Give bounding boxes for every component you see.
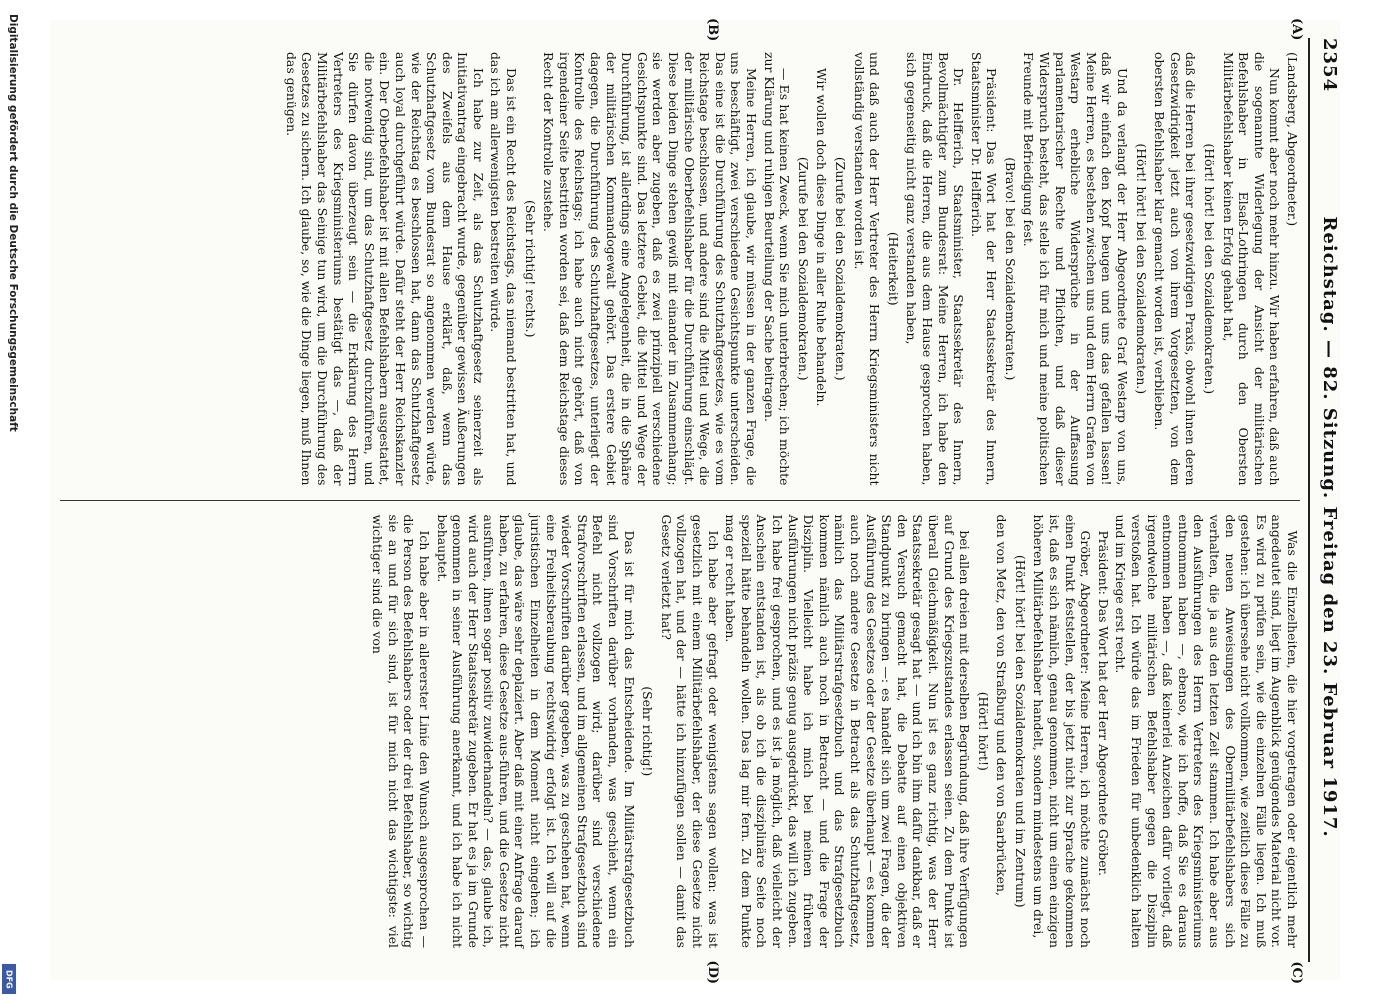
paragraph: Meine Herren, ich glaube, wir müssen in der ganzen Frage, die uns beschäftigt, zwei verschiedene Gesichtspunkte unterscheiden. Das eine ist die Durchführung des Schutzhaftgesetzes, wie es vom Reichstage beschlossen, und andere sind die Mittel und Wege, die der militärische Oberbefehlshaber für die Durchführung einschlägt. Diese beiden Dinge stehen gewiß mit einander im Zusammenhang; sie werden aber zugeben, daß es zwei prinzipiell verschiedene Gesichtspunkte sind. Das letztere Gebiet, die Mittel und Wege der Durchführung, ist allerdings eine Angelegenheit, die in die Sphäre der militärischen Kommandogewalt gehört. Das erstere Gebiet dagegen, die Durchführung des Schutzhaftgesetzes, unterliegt der Kontrolle des Reichstags; ich habe auch nicht gehört, daß von irgendeiner Seite bestritten worden sei, daß dem Reichstage dieses Recht der Kontrolle zustehe. xyxy=(541,52,759,486)
interjection: (Sehr richtig! rechts.) xyxy=(522,200,538,338)
left-column xyxy=(60,38,1300,500)
page-title: Reichstag. — 82. Sitzung. Freitag den 23. Februar 1917. xyxy=(1319,216,1340,838)
margin-marker-b: (B) xyxy=(705,18,720,42)
paragraph: Und da verlangt der Herr Abgeordnete Graf Westarp von uns, daß wir einfach den Kopf beugen und uns das gefallen lassen! Meine Herren, es bestehen zwischen uns und dem Herrn Grafen von Westarp erhebliche Widersprüche in der Auffassung parlamentarischer Rechte und Pflichten, und daß dieser Widerspruch besteht, das stelle ich für mich und meine politischen Freunde mit Befriedigung fest. xyxy=(1021,52,1131,486)
paragraph: Präsident: Das Wort hat der Herr Abgeordnete Gröber. xyxy=(1095,530,1111,877)
margin-marker-a: (A) xyxy=(1289,18,1304,41)
paragraph: Nun kommt aber noch mehr hinzu. Wir haben erfahren, daß auch die sogenannte Widerlegung der Ansicht der militärischen Befehlshaber in Elsaß-Lothringen durch den Obersten Militärbefehlshaber keinen Erfolg gehabt hat, xyxy=(1220,52,1283,486)
paragraph: daß die Herren bei ihrer gesetzwidrigen Praxis, obwohl ihnen deren Gesetzwidrigkeit jetzt auch von ihrem Vorgesetzten, von dem obersten Befehlshaber klar gemacht worden ist, verblieben. xyxy=(1152,52,1199,486)
paragraph: Ich habe zur Zeit, als das Schutzhaftgesetz seinerzeit als Initiativantrag eingebracht wurde, gegenüber gewissen Äußerungen des Zweifels aus dem Hause erklärt, daß, wenn das Schutzhaftgesetz vom Bundesrat so angenommen werden würde, wie der Reichstag es beschlossen hat, dann das Schutzhaftgesetz auch loyal durchgeführt würde. Dafür steht der Herr Reichskanzler ein. Der Oberbefehlshaber ist mit allen Befehlshabern ausgestattet, die notwendig sind, um das Schutzhaftgesetz durchzuführen, und Sie dürfen davon überzeugt sein — die Erklärung des Herrn Vertreters des Kriegsministeriums bestätigt das —, daß der Militärbefehlshaber das Seinige tun wird, um die Durchführung des Gesetzes zu sichern. Ich glaube, so, wie die Dinge liegen, muß Ihnen das genügen. xyxy=(283,52,486,486)
dfg-logo: DFG xyxy=(2,964,16,994)
interjection: (Zurufe bei den Sozialdemokraten.) xyxy=(795,156,811,381)
paragraph: den von Metz, den von Straßburg und den von Saarbrücken, xyxy=(994,514,1010,896)
page-number: 2354 xyxy=(1319,38,1340,93)
paragraph: Wir wollen doch diese Dinge in aller Ruhe behandeln. xyxy=(814,68,830,407)
digitization-note xyxy=(1,14,19,986)
paragraph: (Landsberg, Abgeordneter.) xyxy=(1285,52,1300,227)
interjection: (Hört! hört! bei den Sozialdemokraten.) xyxy=(1202,143,1218,395)
interjection: (Hört! hört! bei den Sozialdemokraten und im Zentrum) xyxy=(1012,554,1028,908)
paragraph: Ich habe aber in allererster Linie den Wunsch ausgesprochen — die Person des Befehlshabers oder der drei Befehlshaber, so wichtig sie an und für sich sind, ist für mich nicht das wichtigste: viel wichtiger sind die von xyxy=(370,514,432,948)
paragraph: Ich habe aber gefragt oder wenigstens sagen wollen: was ist gesetzlich mit einem Militärbefehlshaber, der diese Gesetze nicht vollzogen hat, und der — hätte ich hinzufügen sollen — damit das Gesetz verletzt hat? xyxy=(658,514,721,948)
paragraph: und daß auch der Herr Vertreter des Herrn Kriegsministers nicht vollständig verstanden worden ist. xyxy=(851,52,883,486)
interjection: (Hört! hört! bei den Sozialdemokraten.) xyxy=(1133,143,1149,395)
margin-marker-c: (C) xyxy=(1289,961,1304,984)
paragraph: Das ist für mich das Entscheidende. Im Militärstrafgesetzbuch sind Vorschriften darüber vorhanden, was geschieht, wenn ein Befehl nicht vollzogen wird; darüber sind verschiedene Strafvorschriften erlassen, und im allgemeinen Strafgesetzbuch sind wieder Vorschriften darüber gegeben, was zu geschehen hat, wenn eine Freiheitsberaubung rechtswidrig erfolgt ist. Ich will auf die juristischen Einzelheiten in dem Moment nicht eingehen; ich glaube, das wäre sehr deplaziert. Aber daß mit einer Anfrage darauf haben, zu erfahren, diese Gesetze aus-führen, und die Gesetze nicht ausführen, ihnen sogar positiv zuwiderhandeln? — das, glaube ich, wird auch der Herr Staatssekretär zugeben. Er hat es ja im Grunde genommen in seiner Ausführung anerkannt, und ich habe ich nicht behauptet. xyxy=(434,514,637,948)
paragraph: Was die Einzelheiten, die hier vorgetragen oder eigentlich mehr angedeutet sind, liegt im Augenblick genügendes Material nicht vor. Es wird zu prüfen sein, wie die einzelnen Fälle liegen. Ich muß gestehen: ich übersehe nicht vollkommen, wie zeitlich diese Fälle zu den neuen Anweisungen des Obermilitärbefehlshabers sich verhalten, die ja aus den letzten Zeit stammen. Ich habe aber aus den Ausführungen des Herrn Vertreters des Kriegsministeriums entnommen haben —, ebenso, wie ich hoffe, daß Sie es daraus entnommen haben —, daß keinerlei Anzeichen dafür vorliegt, daß irgendwelche militärischen Befehlshaber gegen die Disziplin verstoßen hat. Ich würde das im Frieden für unbedenklich halten und im Kriege erst recht. xyxy=(1113,514,1300,948)
text-columns xyxy=(60,38,1300,962)
interjection: (Sehr richtig!) xyxy=(640,686,656,777)
paragraph: Das ist ein Recht des Reichstags, das niemand bestritten hat, und das ich am allerwenigsten bestreiten würde. xyxy=(488,52,520,486)
interjection: (Hört! hört!) xyxy=(975,691,991,771)
margin-marker-d: (D) xyxy=(705,960,720,984)
paragraph: Präsident: Das Wort hat der Herr Staatssekretär des Innern, Staatsminister Dr. Helfferich. xyxy=(968,52,1000,486)
paragraph: — Es hat keinen Zweck, wenn Sie mich unterbrechen; ich möchte zur Klärung und ruhigen Beurteilung der Sache beitragen. xyxy=(761,52,793,486)
paragraph: Gröber, Abgeordneter: Meine Herren, ich möchte zunächst noch einen Punkt feststellen, der bis jetzt nicht zur Sprache gekommen ist, daß es sich nämlich, genau genommen, nicht um einen einzigen höheren Militärbefehlshaber handelt, sondern mindestens um drei, xyxy=(1031,514,1094,948)
document-page xyxy=(50,18,1340,984)
interjection: (Heiterkeit) xyxy=(885,231,901,306)
paragraph: Dr. Helfferich, Staatsminister, Staatssekretär des Innern, Bevollmächtigter zum Bundesrat: Meine Herren, ich habe den Eindruck, daß die Herren, die aus dem Hause gesprochen haben, sich gegenseitig nicht ganz verstanden haben, xyxy=(904,52,967,486)
right-column xyxy=(60,500,1300,963)
interjection: (Bravo! bei den Sozialdemokraten.) xyxy=(1002,157,1018,381)
interjection: (Zurufe bei den Sozialdemokraten.) xyxy=(832,156,848,381)
paragraph: bei allen dreien mit derselben Begründung, daß ihre Verfügungen auf Grund des Kriegszustandes erlassen seien. Zu dem Punkte ist überall Gleichmäßigkeit. Nun ist es ganz richtig, was der Herr Staatssekretär gesagt hat — und ich bin ihm dafür dankbar, daß er den Versuch gemacht hat, die Debatte auf einen objektiven Standpunkt zu bringen —: es handelt sich um zwei Fragen, die der Ausführung des Gesetzes oder der Gesetze überhaupt — es kommen auch noch andere Gesetze in Betracht als das Schutzhaftgesetz, nämlich das Militärstrafgesetzbuch und das Strafgesetzbuch kommen nämlich auch noch in Betracht — und die Frage der Disziplin. Vielleicht habe ich mich bei meinen früheren Ausführungen nicht präzis genug ausgedrückt, das will ich zugeben. Ich habe frei gesprochen, und es ist ja möglich, daß vielleicht der Anschein entstanden ist, als ob ich die disziplinäre Seite noch speziell hätte behandeln wollen. Das lag mir fern. Zu dem Punkte mag er recht haben. xyxy=(723,514,973,948)
digitization-note-text: Digitalisierung gefördert durch die Deutsche Forschungsgemeinschaft xyxy=(7,14,19,432)
page-header xyxy=(1308,38,1340,962)
